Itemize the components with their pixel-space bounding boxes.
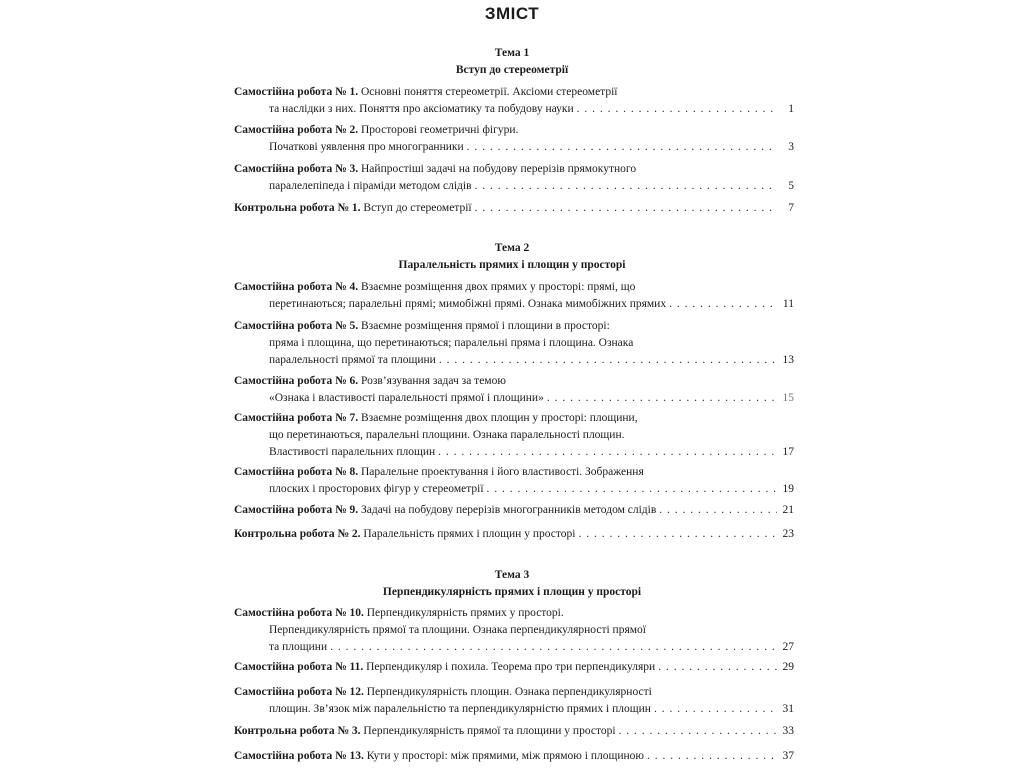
toc-entry[interactable]	[234, 659, 794, 676]
entry-text: Основні поняття стереометрії. Аксіоми стереометрії	[361, 86, 618, 98]
page-number: 27	[782, 641, 794, 653]
dot-leader	[475, 200, 777, 217]
toc-entry[interactable]	[234, 318, 794, 369]
page-number: 31	[782, 703, 794, 715]
entry-text: що перетинаються, паралельні площини. Ознака паралельності площин.	[269, 429, 625, 441]
toc-entry[interactable]	[234, 200, 794, 217]
entry-text: площин. Зв’язок між паралельністю та перпендикулярністю прямих і площин	[269, 703, 651, 715]
entry-text: Взаємне розміщення двох площин у просторі: площини,	[361, 412, 638, 424]
page-number: 23	[782, 528, 794, 540]
work-label: Самостійна робота № 7.	[234, 412, 359, 424]
toc-entry[interactable]	[234, 373, 794, 407]
page-number: 21	[782, 504, 794, 516]
toc-entry[interactable]	[234, 723, 794, 740]
page-number: 15	[782, 392, 794, 404]
entry-text: Перпендикулярність площин. Ознака перпендикулярності	[366, 686, 652, 698]
work-label: Контрольна робота № 3.	[234, 725, 361, 737]
work-label: Контрольна робота № 1.	[234, 202, 361, 214]
toc-entry[interactable]	[234, 748, 794, 765]
topic-number: Тема 2	[494, 242, 530, 254]
dot-leader	[658, 659, 777, 676]
work-label: Контрольна робота № 2.	[234, 528, 361, 540]
dot-leader	[577, 101, 777, 118]
dot-leader	[438, 444, 777, 461]
page-number: 33	[782, 725, 794, 737]
toc-entry[interactable]	[234, 161, 794, 195]
page-number: 37	[782, 750, 794, 762]
topic-heading-1	[0, 45, 1024, 79]
page-number: 11	[782, 298, 794, 310]
toc-entry[interactable]	[234, 502, 794, 519]
entry-text: Перпендикуляр і похила. Теорема про три перпендикуляри	[366, 661, 656, 673]
entry-text: Властивості паралельних площин	[269, 446, 436, 458]
entry-text: Взаємне розміщення прямої і площини в просторі:	[361, 320, 610, 332]
work-label: Самостійна робота № 12.	[234, 686, 364, 698]
toc-entry[interactable]	[234, 410, 794, 461]
topic-heading-2	[0, 240, 1024, 274]
dot-leader	[619, 723, 777, 740]
work-label: Самостійна робота № 9.	[234, 504, 359, 516]
dot-leader	[654, 701, 777, 718]
page-title: ЗМІСТ	[484, 4, 540, 23]
entry-text: паралельності прямої та площини	[269, 354, 436, 366]
work-label: Самостійна робота № 13.	[234, 750, 364, 762]
entry-text: Початкові уявлення про многогранники	[269, 141, 464, 153]
toc-entry[interactable]	[234, 464, 794, 498]
entry-text: Розв’язування задач за темою	[361, 375, 506, 387]
page-number: 29	[782, 661, 794, 673]
entry-text: Паралельне проектування і його властивості. Зображення	[361, 466, 644, 478]
toc-entry[interactable]	[234, 84, 794, 118]
topic-number: Тема 1	[494, 47, 530, 59]
entry-text: Взаємне розміщення двох прямих у просторі: прямі, що	[361, 281, 636, 293]
entry-text: Найпростіші задачі на побудову перерізів прямокутного	[361, 163, 637, 175]
dot-leader	[439, 352, 777, 369]
entry-text: паралелепіпеда і піраміди методом слідів	[269, 180, 472, 192]
page-number: 1	[788, 103, 794, 115]
toc-entry[interactable]	[234, 605, 794, 656]
dot-leader	[487, 481, 777, 498]
work-label: Самостійна робота № 10.	[234, 607, 364, 619]
entry-text: Просторові геометричні фігури.	[361, 124, 519, 136]
toc-entry[interactable]	[234, 122, 794, 156]
entry-text: Перпендикулярність прямої та площини. Ознака перпендикулярності прямої	[269, 624, 646, 636]
page-number: 3	[788, 141, 794, 153]
work-label: Самостійна робота № 4.	[234, 281, 359, 293]
page-number: 19	[782, 483, 794, 495]
entry-text: «Ознака і властивості паралельності прямої і площини»	[269, 392, 544, 404]
page-number: 13	[782, 354, 794, 366]
work-label: Самостійна робота № 6.	[234, 375, 359, 387]
dot-leader	[467, 139, 777, 156]
entry-text: Кути у просторі: між прямими, між прямою і площиною	[366, 750, 644, 762]
toc-entry[interactable]	[234, 279, 794, 313]
entry-text: пряма і площина, що перетинаються; паралельні пряма і площина. Ознака	[269, 337, 634, 349]
work-label: Самостійна робота № 8.	[234, 466, 359, 478]
dot-leader	[475, 178, 777, 195]
page-number: 17	[782, 446, 794, 458]
work-label: Самостійна робота № 3.	[234, 163, 359, 175]
entry-text: Перпендикулярність прямої та площини у просторі	[363, 725, 616, 737]
dot-leader	[330, 639, 777, 656]
dot-leader	[647, 748, 777, 765]
work-label: Самостійна робота № 11.	[234, 661, 364, 673]
topic-number: Тема 3	[494, 569, 530, 581]
work-label: Самостійна робота № 5.	[234, 320, 359, 332]
toc-entry[interactable]	[234, 684, 794, 718]
topic-name: Паралельність прямих і площин у просторі	[398, 259, 626, 271]
entry-text: Перпендикулярність прямих у просторі.	[366, 607, 564, 619]
page-number: 7	[788, 202, 794, 214]
dot-leader	[547, 390, 777, 407]
entry-text: перетинаються; паралельні прямі; мимобіжні прямі. Ознака мимобіжних прямих	[269, 298, 667, 310]
work-label: Самостійна робота № 2.	[234, 124, 359, 136]
dot-leader	[578, 526, 777, 543]
dot-leader	[669, 296, 777, 313]
topic-name: Перпендикулярність прямих і площин у просторі	[382, 586, 642, 598]
dot-leader	[659, 502, 777, 519]
page-number: 5	[788, 180, 794, 192]
entry-text: Вступ до стереометрії	[363, 202, 472, 214]
entry-text: та площини	[269, 641, 328, 653]
toc-entry[interactable]	[234, 526, 794, 543]
topic-heading-3	[0, 567, 1024, 601]
work-label: Самостійна робота № 1.	[234, 86, 359, 98]
entry-text: та наслідки з них. Поняття про аксіоматику та побудову науки	[269, 103, 574, 115]
entry-text: Задачі на побудову перерізів многогранників методом слідів	[361, 504, 657, 516]
entry-text: Паралельність прямих і площин у просторі	[363, 528, 576, 540]
entry-text: плоских і просторових фігур у стереометрії	[269, 483, 484, 495]
topic-name: Вступ до стереометрії	[455, 64, 569, 76]
